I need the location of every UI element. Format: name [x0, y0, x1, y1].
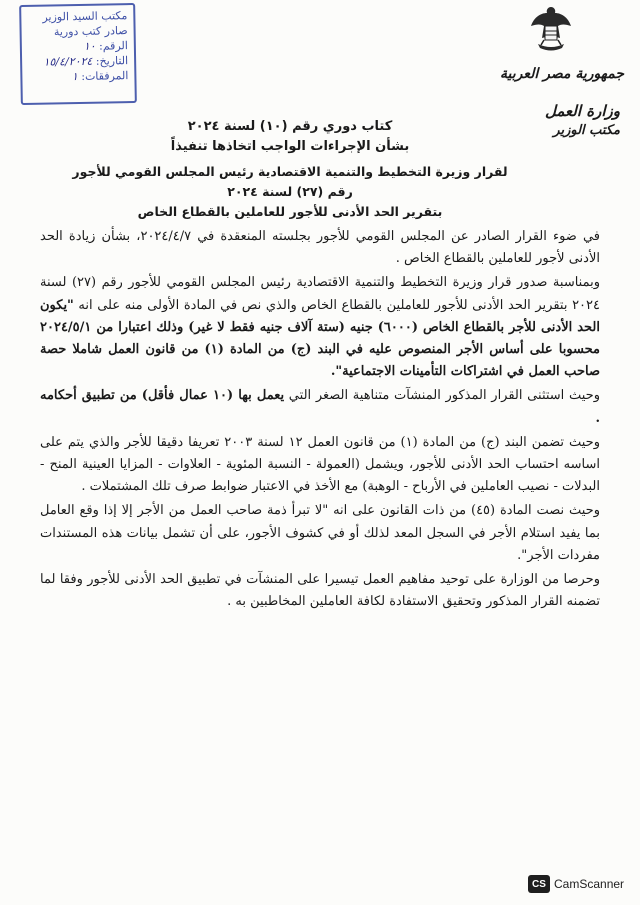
office-stamp: [19, 3, 137, 105]
stamp-number-label: الرقم:: [98, 39, 128, 53]
scanner-watermark: [528, 874, 624, 894]
stamp-attachments-label: المرفقات:: [81, 69, 129, 83]
scanner-name: CamScanner: [554, 877, 625, 891]
ministry-name: وزارة العمل: [545, 102, 620, 120]
stamp-date-label: التاريخ:: [95, 54, 129, 68]
paragraph-1: في ضوء القرار الصادر عن المجلس القومي للأجور بجلسته المنعقدة في ٢٠٢٤/٤/٧، بشأن زيادة الحد الأدنى لأجور للعاملين بالقطاع الخاص .: [40, 229, 600, 267]
paragraph-3-bold: يعمل بها (١٠ عمال فأقل) من تطبيق أحكامه .: [40, 388, 600, 426]
circular-title: كتاب دوري رقم (١٠) لسنة ٢٠٢٤: [187, 119, 393, 134]
stamp-line2: صادر كتب دورية: [53, 24, 128, 39]
paragraph-2: [40, 272, 600, 383]
stamp-number-row: [28, 38, 128, 55]
paragraph-5: وحيث نصت المادة (٤٥) من ذات القانون على انه "لا تبرأ ذمة صاحب العمل من الأجر إلا إذا وقع العامل بما يفيد استلام الأجر في السجل المعد لذلك أو في كشوف الأجور، على أن تشمل بيانات هذه المستندات مفردات الأجر".: [40, 503, 600, 563]
paragraph-3-intro: وحيث استثنى القرار المذكور المنشآت متناهية الصغر التي: [284, 388, 600, 404]
ministry-block: [510, 100, 620, 140]
stamp-attachments-value: ١: [71, 70, 78, 84]
decision-subject: بتقرير الحد الأدنى للأجور للعاملين بالقطاع الخاص: [137, 204, 443, 219]
circular-subject: بشأن الإجراءات الواجب اتخاذها تنفيذاً: [170, 139, 410, 154]
decision-reference: لقرار وزيرة التخطيط والتنمية الاقتصادية رئيس المجلس القومي للأجور رقم (٢٧) لسنة ٢٠٢٤: [72, 164, 508, 199]
document-body: [40, 226, 600, 615]
paragraph-4: وحيث تضمن البند (ج) من المادة (١) من قانون العمل ١٢ لسنة ٢٠٠٣ تعريفا دقيقا للأجر والذي يتم على اساسه احتساب الحد الأدنى للأجور، ويشمل (العمولة - النسبة المئوية - العلاوات - المزايا العينية المنح - البدلات - نصيب العاملين في الأرباح - الوهبة) مع الأخذ في الاعتبار ضوابط صرف تلك المشتملات .: [40, 434, 600, 495]
paragraph-2-quote: "يكون الحد الأدنى للأجر بالقطاع الخاص (٦٠٠٠) جنيه (ستة آلاف جنيه فقط لا غير) وذلك اعتبارا من ٢٠٢٤/٥/١ محسوبا على أساس الأجر المنصوص عليه في البند (ج) من المادة (١) من قانون العمل شاملا حصة صاحب العمل في اشتراكات التأمينات الاجتماعية".: [40, 297, 600, 380]
paragraph-6: وحرصا من الوزارة على توحيد مفاهيم العمل تيسيرا على المنشآت في تطبيق الحد الأدنى للأجور وفقا لما تضمنه القرار المذكور وتحقيق الاستفادة لكافة العاملين المخاطبين به .: [40, 572, 600, 610]
stamp-attachments-row: [28, 68, 128, 85]
document-titles: [60, 118, 520, 222]
office-name: مكتب الوزير: [553, 123, 620, 138]
stamp-line1: مكتب السيد الوزير: [42, 9, 128, 24]
stamp-date-row: [28, 53, 128, 70]
paragraph-3: [40, 385, 600, 429]
stamp-date-value: ١٥/٤/٢٠٢٤: [43, 54, 93, 69]
camscanner-logo-icon: CS: [528, 875, 550, 893]
paragraph-2-intro: وبمناسبة صدور قرار وزيرة التخطيط والتنمية الاقتصادية رئيس المجلس القومي للأجور رقم (٢٧) لسنة ٢٠٢٤ بتقرير الحد الأدنى للأجور للعاملين بالقطاع الخاص والذي نص في المادة الأولى منه على انه: [40, 275, 601, 313]
republic-name: جمهورية مصر العربية: [500, 66, 624, 82]
stamp-number-value: ١٠: [83, 39, 96, 53]
eagle-emblem-icon: [528, 4, 574, 56]
